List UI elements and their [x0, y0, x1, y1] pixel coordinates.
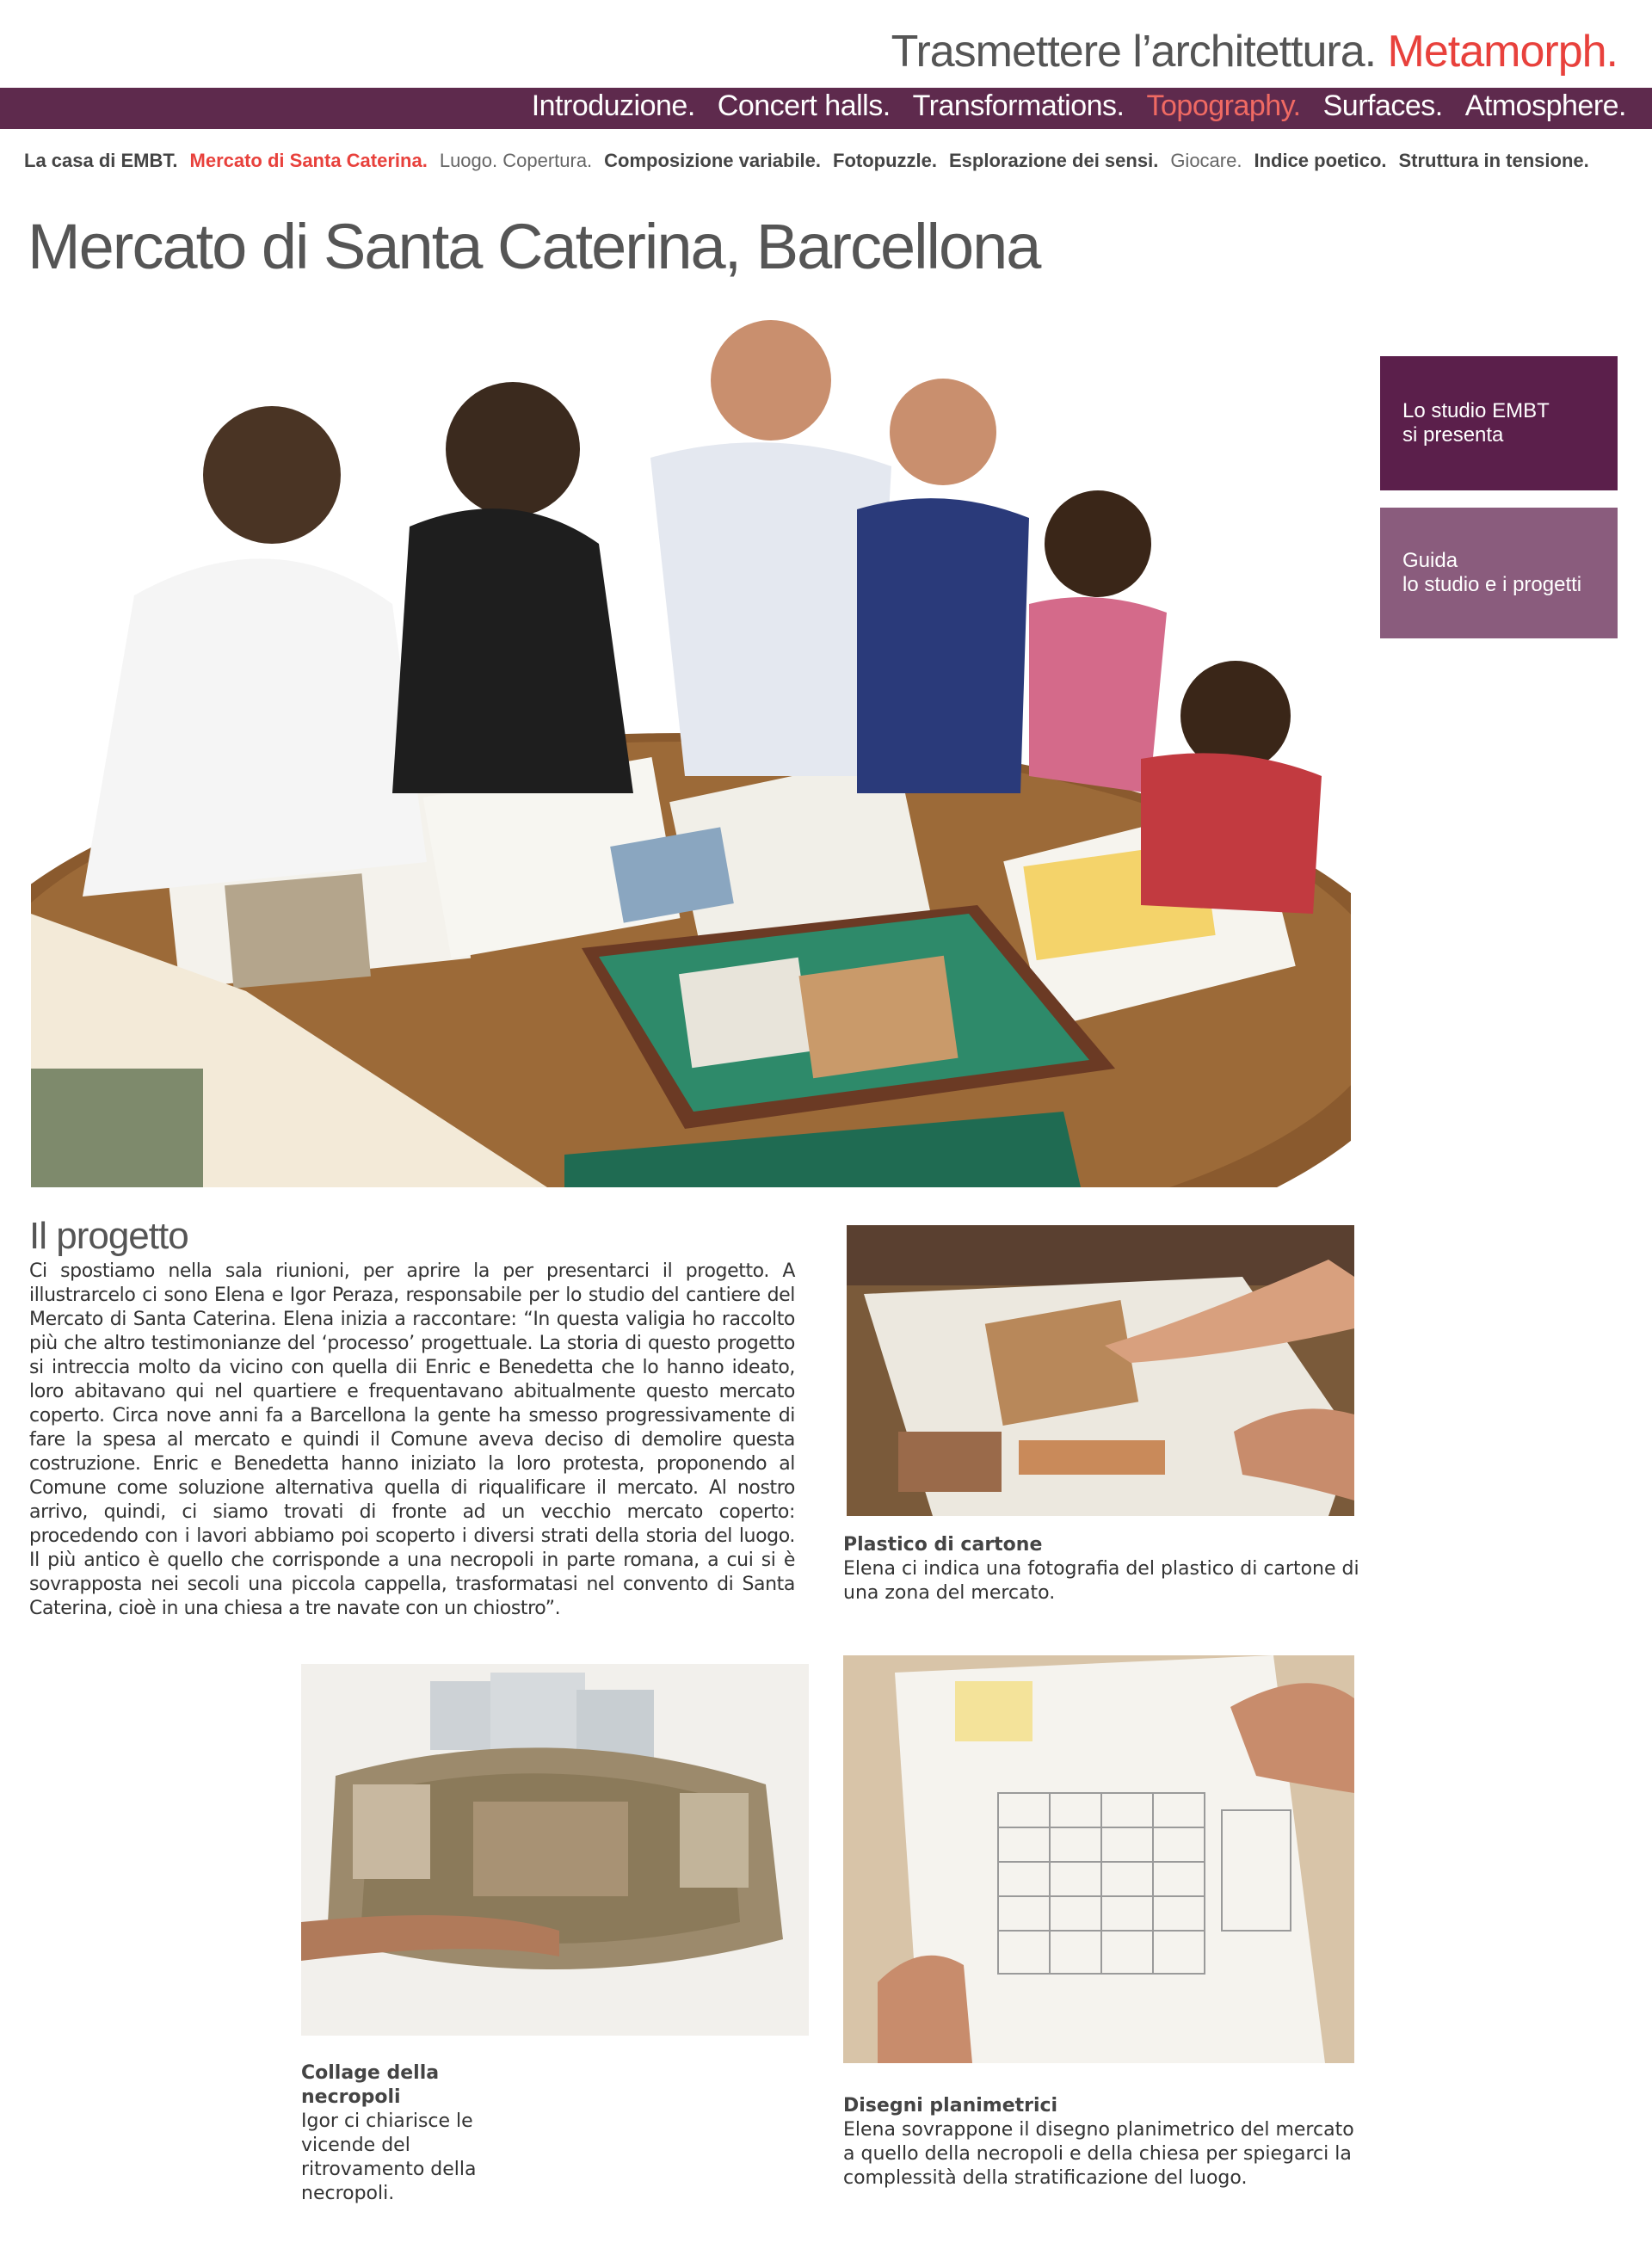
subnav-giocare[interactable]: Giocare. — [1170, 150, 1242, 171]
studio-embt-line1: Lo studio EMBT — [1402, 399, 1550, 422]
collage-photo — [301, 1664, 809, 2036]
plastico-caption — [843, 1533, 1359, 1605]
guida-line1: Guida — [1402, 549, 1458, 572]
collage-caption-title: Collage della necropoli — [301, 2062, 440, 2108]
plastico-caption-text: Elena ci indica una fotografia del plastico di cartone di una zona del mercato. — [843, 1558, 1359, 1604]
collage-caption — [301, 2061, 533, 2206]
nav-introduzione[interactable]: Introduzione. — [531, 89, 695, 122]
site-title — [891, 26, 1618, 77]
subnav-luogo-copertura[interactable]: Luogo. Copertura. — [439, 150, 593, 171]
page-title: Mercato di Santa Caterina, Barcellona — [28, 211, 1040, 282]
guida-line2: lo studio e i progetti — [1402, 573, 1582, 596]
article-heading: Il progetto — [29, 1215, 188, 1257]
subnav-fotopuzzle[interactable]: Fotopuzzle. — [833, 150, 937, 171]
nav-topography[interactable]: Topography. — [1146, 89, 1301, 122]
disegni-caption-text: Elena sovrappone il disegno planimetrico del mercato a quello della necropoli e della chiesa per spiegarci la complessità della stratificazione del luogo. — [843, 2119, 1354, 2189]
disegni-caption-title: Disegni planimetrici — [843, 2095, 1058, 2117]
subnav-composizione[interactable]: Composizione variabile. — [604, 150, 822, 171]
article-body: Ci spostiamo nella sala riunioni, per aprire la per presentarci il progetto. A illustrarcelo ci sono Elena e Igor Peraza, responsabile per lo studio del cantiere del Mercato di Santa Caterina. Elena inizia a raccontare: “In questa valigia ho raccolto più che altro testimonianze del ‘processo’ progettuale. La storia di questo progetto si intreccia molto da vicino con quella dii Enric e Benedetta che lo hanno ideato, loro abitavano qui nel quartiere e frequentavano abitualmente questo mercato coperto. Circa nove anni fa a Barcellona la gente ha smesso progressivamente di fare la spesa al mercato e quindi il Comune aveva deciso di demolire questa costruzione. Enric e Benedetta hanno iniziato la loro protesta, proponendo al Comune come soluzione alternativa quella di riqualificare il mercato. Al nostro arrivo, quindi, ci siamo trovati di fronte ad un vecchio mercato coperto: procedendo con i lavori abbiamo poi scoperto i diversi strati della storia del luogo. Il più antico è quello che corrisponde a una necropoli in parte romana, a cui si è sovrapposta nei secoli una piccola cappella, trasformatasi nel convento di Santa Caterina, cioè in una chiesa a tre navate con un chiostro”. — [29, 1260, 795, 1619]
disegni-photo — [843, 1655, 1354, 2063]
plastico-caption-title: Plastico di cartone — [843, 1534, 1043, 1556]
site-title-main: Trasmettere l’architettura. — [891, 27, 1377, 77]
subnav-struttura[interactable]: Struttura in tensione. — [1398, 150, 1589, 171]
subnav-casa-embt[interactable]: La casa di EMBT. — [24, 150, 178, 171]
nav-surfaces[interactable]: Surfaces. — [1322, 89, 1443, 122]
plastico-photo — [847, 1225, 1354, 1516]
nav-transformations[interactable]: Transformations. — [912, 89, 1125, 122]
hero-photo — [31, 311, 1351, 1187]
top-navigation — [0, 88, 1652, 129]
nav-atmosphere[interactable]: Atmosphere. — [1464, 89, 1626, 122]
subnav-mercato[interactable]: Mercato di Santa Caterina. — [189, 150, 428, 171]
collage-caption-text: Igor ci chiarisce le vicende del ritrovamento della necropoli. — [301, 2110, 477, 2204]
guida-button[interactable] — [1380, 508, 1618, 638]
site-title-accent: Metamorph. — [1387, 27, 1618, 77]
studio-embt-button[interactable] — [1380, 356, 1618, 490]
subnav-indice-poetico[interactable]: Indice poetico. — [1254, 150, 1387, 171]
studio-embt-line2: si presenta — [1402, 423, 1504, 447]
sub-navigation — [24, 150, 1589, 172]
nav-concert-halls[interactable]: Concert halls. — [717, 89, 891, 122]
disegni-caption — [843, 2094, 1359, 2190]
subnav-esplorazione[interactable]: Esplorazione dei sensi. — [949, 150, 1159, 171]
